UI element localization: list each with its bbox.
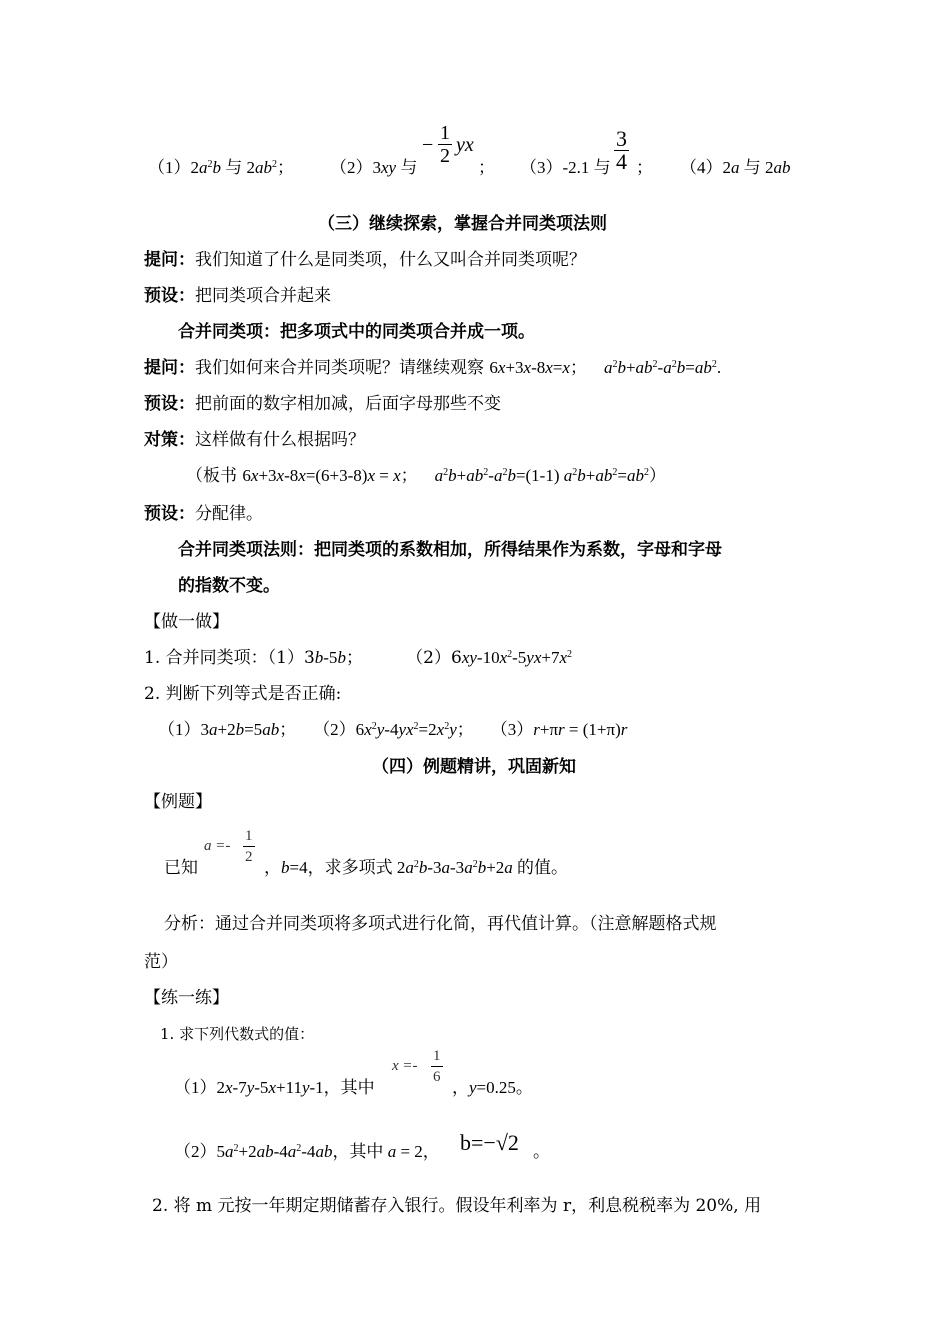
practice-b-value: b=−√2 <box>460 1130 519 1155</box>
practice-item-2: 2. 将 m 元按一年期定期储蓄存入银行。假设年利率为 r，利息税税率为 20%, 用 <box>152 1196 762 1216</box>
practice-2-expr: $(2)5a^2+2ab-4a^2-4ab$，其中 a = 2， <box>174 1142 440 1161</box>
exercise-item-3-end: ； <box>636 158 653 177</box>
analysis-line-2: 范） <box>144 952 178 972</box>
practice-x-eq: x =- <box>392 1058 418 1074</box>
example-fraction: $\frac{1}{2}$ <box>245 828 253 865</box>
example-statement: ，b=4，求多项式 $2a^2b-3a-3a^2b+2a$ 的值。 <box>264 858 569 877</box>
question-2: 提问：我们如何来合并同类项呢？请继续观察 6x+3x-8x=x； $a^2b+ab^2-a^2b=ab^2$. <box>144 358 722 378</box>
practice-2-end: 。 <box>533 1142 550 1162</box>
rule-line-2: 的指数不变。 <box>178 576 280 596</box>
practice-y-value: ，y=0.25。 <box>452 1078 533 1097</box>
exercise-row-1: $(1)2a^2b$ 与 $2ab^2$； <box>148 158 294 177</box>
analysis-line-1: 分析：通过合并同类项将多项式进行化简，再代值计算。（注意解题格式规 <box>164 914 717 934</box>
exercise-item-2-end: ； <box>478 158 495 177</box>
practice-title: 【练一练】 <box>144 988 229 1008</box>
do-it-item-2: 2. 判断下列等式是否正确: <box>144 684 342 704</box>
exercise-item-2: （2）3xy 与 <box>330 158 418 177</box>
board-writing: （板书 6x+3x-8x=(6+3-8)x = x； $a^2b+ab^2-a^2b=(1-1)$ $a^2b+ab^2=ab^2$） <box>186 466 666 486</box>
countermeasure: 对策：这样做有什么根据吗？ <box>144 430 365 450</box>
do-it-title: 【做一做】 <box>144 612 229 632</box>
practice-item-1: 1. 求下列代数式的值： <box>160 1025 315 1043</box>
example-known: 已知 <box>164 858 198 878</box>
example-a-eq: a =- <box>204 838 231 854</box>
rule-line-1: 合并同类项法则：把同类项的系数相加，所得结果作为系数，字母和字母 <box>178 540 722 560</box>
exercise-item-4: （4）2a 与 2ab <box>680 158 791 177</box>
section-3-heading: （三）继续探索，掌握合并同类项法则 <box>318 214 607 234</box>
do-it-judgements: （1）3a+2b=5ab； $(2)6x^2y-4yx^2=2x^2y$； （3）r+πr = (1+π)r <box>158 720 628 739</box>
example-title: 【例题】 <box>144 792 212 812</box>
do-it-item-1: 1. 合并同类项：（1）3b-5b； $(2)6xy-10x^2-5yx+7x^2$ <box>144 648 573 668</box>
fraction-three-quarters: $\frac{3}{4}$ <box>616 126 627 174</box>
preset-1: 预设：把同类项合并起来 <box>144 286 331 306</box>
section-4-heading: （四）例题精讲，巩固新知 <box>372 757 576 777</box>
preset-3: 预设：分配律。 <box>144 504 263 524</box>
exercise-item-3: （3）-2.1 与 <box>520 158 611 177</box>
practice-x-fraction: $\frac{1}{6}$ <box>433 1048 441 1085</box>
preset-2: 预设：把前面的数字相加减，后面字母那些不变 <box>144 394 501 414</box>
definition: 合并同类项：把多项式中的同类项合并成一项。 <box>178 322 535 342</box>
question-1: 提问：我们知道了什么是同类项，什么又叫合并同类项呢？ <box>144 250 586 270</box>
practice-1-expr: （1）2x-7y-5x+11y-1，其中 <box>174 1078 375 1097</box>
